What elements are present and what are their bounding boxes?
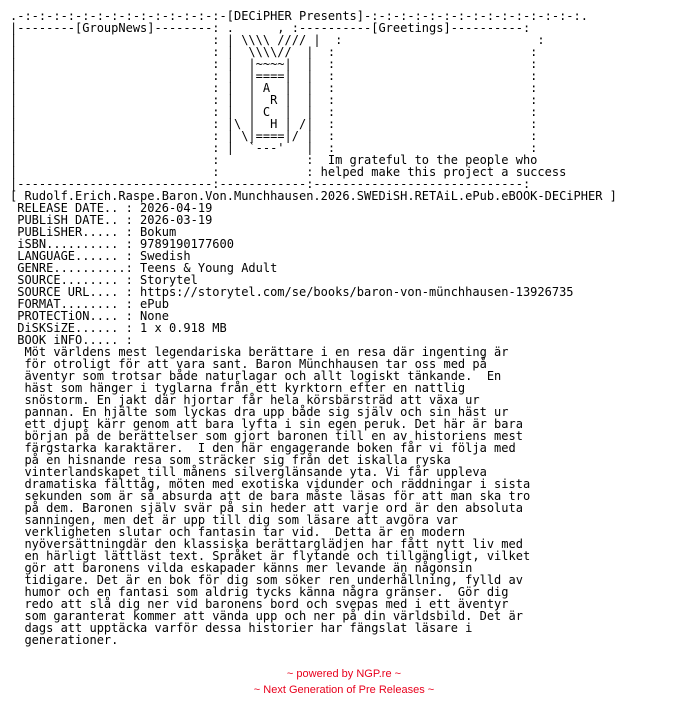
- nfo-line: dramatiska fälttåg, möten med exotiska vidunder och räddningar i sista: [10, 477, 531, 491]
- nfo-line: äventyr som trotsar både naturlagar och allt logiskt tänkande. En: [10, 369, 502, 383]
- nfo-line: | : | \\\\ //// | : :: [10, 33, 545, 47]
- nfo-line: | : |\ | H | /| : :: [10, 117, 538, 131]
- nfo-line: iSBN.......... : 9789190177600: [10, 237, 234, 251]
- nfo-line: Möt världens mest legendariska berättare i en resa där ingenting är: [10, 345, 509, 359]
- nfo-line: | : | `---' | : :: [10, 141, 538, 155]
- powered-by-link[interactable]: ~ powered by NGP.re ~: [286, 668, 402, 680]
- nfo-line: DiSKSiZE...... : 1 x 0.918 MB: [10, 321, 227, 335]
- nfo-line: pannan. En hjälte som lyckas dra upp både sig själv och sin häst ur: [10, 405, 509, 419]
- nfo-line: början på de berättelser som gjort baronen till en av historiens mest: [10, 429, 523, 443]
- nfo-line: sanningen, men det är upp till dig som läsare att avgöra var: [10, 513, 458, 527]
- nfo-line: .-:-:-:-:-:-:-:-:-:-:-:-:-:-:-[DECiPHER Presents]-:-:-:-:-:-:-:-:-:-:-:-:-:-:-:.: [10, 9, 588, 23]
- nfo-line: | : | | A | | : :: [10, 81, 538, 95]
- nfo-line: en härligt lättläst text. Språket är flytande och tillgängligt, vilket: [10, 549, 531, 563]
- nfo-line: ett djupt kärr genom att bara lyfta i sin egen peruk. Det här är bara: [10, 417, 523, 431]
- nfo-line: SOURCE URL.... : https://storytel.com/se/books/baron-von-münchhausen-13926735: [10, 285, 574, 299]
- nfo-line: redo att slå dig ner vid baronens bord och svepas med i ett äventyr: [10, 597, 509, 611]
- nfo-line: | : | \|====|/ | : :: [10, 129, 538, 143]
- nfo-line: snöstorm. En jakt där hjortar får hela körsbärsträd att växa ur: [10, 393, 480, 407]
- nfo-line: | : | \\\\// | : :: [10, 45, 538, 59]
- nfo-line: som garanterat kommer att vända upp och ner på din världsbild. Det är: [10, 609, 523, 623]
- nfo-line: nyöversättningdär den klassiska berättarglädjen har fått nytt liv med: [10, 537, 523, 551]
- nfo-line: | : : Im grateful to the people who: [10, 153, 538, 167]
- nfo-line: PUBLiSH DATE.. : 2026-03-19: [10, 213, 213, 227]
- nfo-line: SOURCE........ : Storytel: [10, 273, 198, 287]
- nfo-line: |--------[GroupNews]--------: . , :----------[Greetings]----------:: [10, 21, 531, 35]
- nfo-line: BOOK iNFO..... :: [10, 333, 133, 347]
- nfo-line: |---------------------------:------------:-----------------------------:: [10, 177, 531, 191]
- nfo-line: generationer.: [10, 633, 119, 647]
- nfo-line: dags att upptäcka varför dessa historier har fängslat läsare i: [10, 621, 473, 635]
- nfo-line: PROTECTiON.... : None: [10, 309, 169, 323]
- nfo-line: PUBLiSHER..... : Bokum: [10, 225, 177, 239]
- nfo-line: färgstarka karaktärer. I den här engagerande boken får vi följa med: [10, 441, 516, 455]
- nfo-line: | : | | R | | : :: [10, 93, 538, 107]
- nfo-line: vinterlandskapet till månens silverglänsande yta. Vi får uppleva: [10, 465, 487, 479]
- nfo-line: [ Rudolf.Erich.Raspe.Baron.Von.Munchhausen.2026.SWEDiSH.RETAiL.ePub.eBOOK-DECiPHER ]: [10, 189, 617, 203]
- nfo-line: | : | |~~~~| | : :: [10, 57, 538, 71]
- nfo-line: på dem. Baronen själv svär på sin heder att varje ord är den absoluta: [10, 501, 523, 515]
- nfo-text: [10, 10, 617, 646]
- nfo-line: för otroligt för att vara sant. Baron Münchhausen tar oss med på: [10, 357, 487, 371]
- nfo-line: | : | |====| | : :: [10, 69, 538, 83]
- nfo-line: humor och en fantasi som aldrig tycks känna några gränser. Gör dig: [10, 585, 509, 599]
- nfo-line: | : | | C | | : :: [10, 105, 538, 119]
- nfo-line: | : : helped make this project a success: [10, 165, 567, 179]
- nfo-line: gör att baronens vilda eskapader känns mer levande än någonsin: [10, 561, 473, 575]
- nfo-line: på en hisnande resa som sträcker sig från det iskalla ryska: [10, 453, 451, 467]
- nfo-line: verkligheten slutar och fantasin tar vid. Detta är en modern: [10, 525, 466, 539]
- nfo-line: LANGUAGE...... : Swedish: [10, 249, 191, 263]
- nfo-line: häst som hänger i tyglarna från ett kyrktorn efter en nattlig: [10, 381, 466, 395]
- nfo-line: RELEASE DATE.. : 2026-04-19: [10, 201, 213, 215]
- nfo-line: tidigare. Det är en bok för dig som söker ren underhållning, fylld av: [10, 573, 523, 587]
- nfo-line: GENRE..........: Teens & Young Adult: [10, 261, 278, 275]
- nfo-line: sekunden som är så absurda att de bara måste läsas för att man ska tro: [10, 489, 531, 503]
- footer-tagline: ~ Next Generation of Pre Releases ~: [253, 684, 435, 696]
- nfo-line: FORMAT........ : ePub: [10, 297, 169, 311]
